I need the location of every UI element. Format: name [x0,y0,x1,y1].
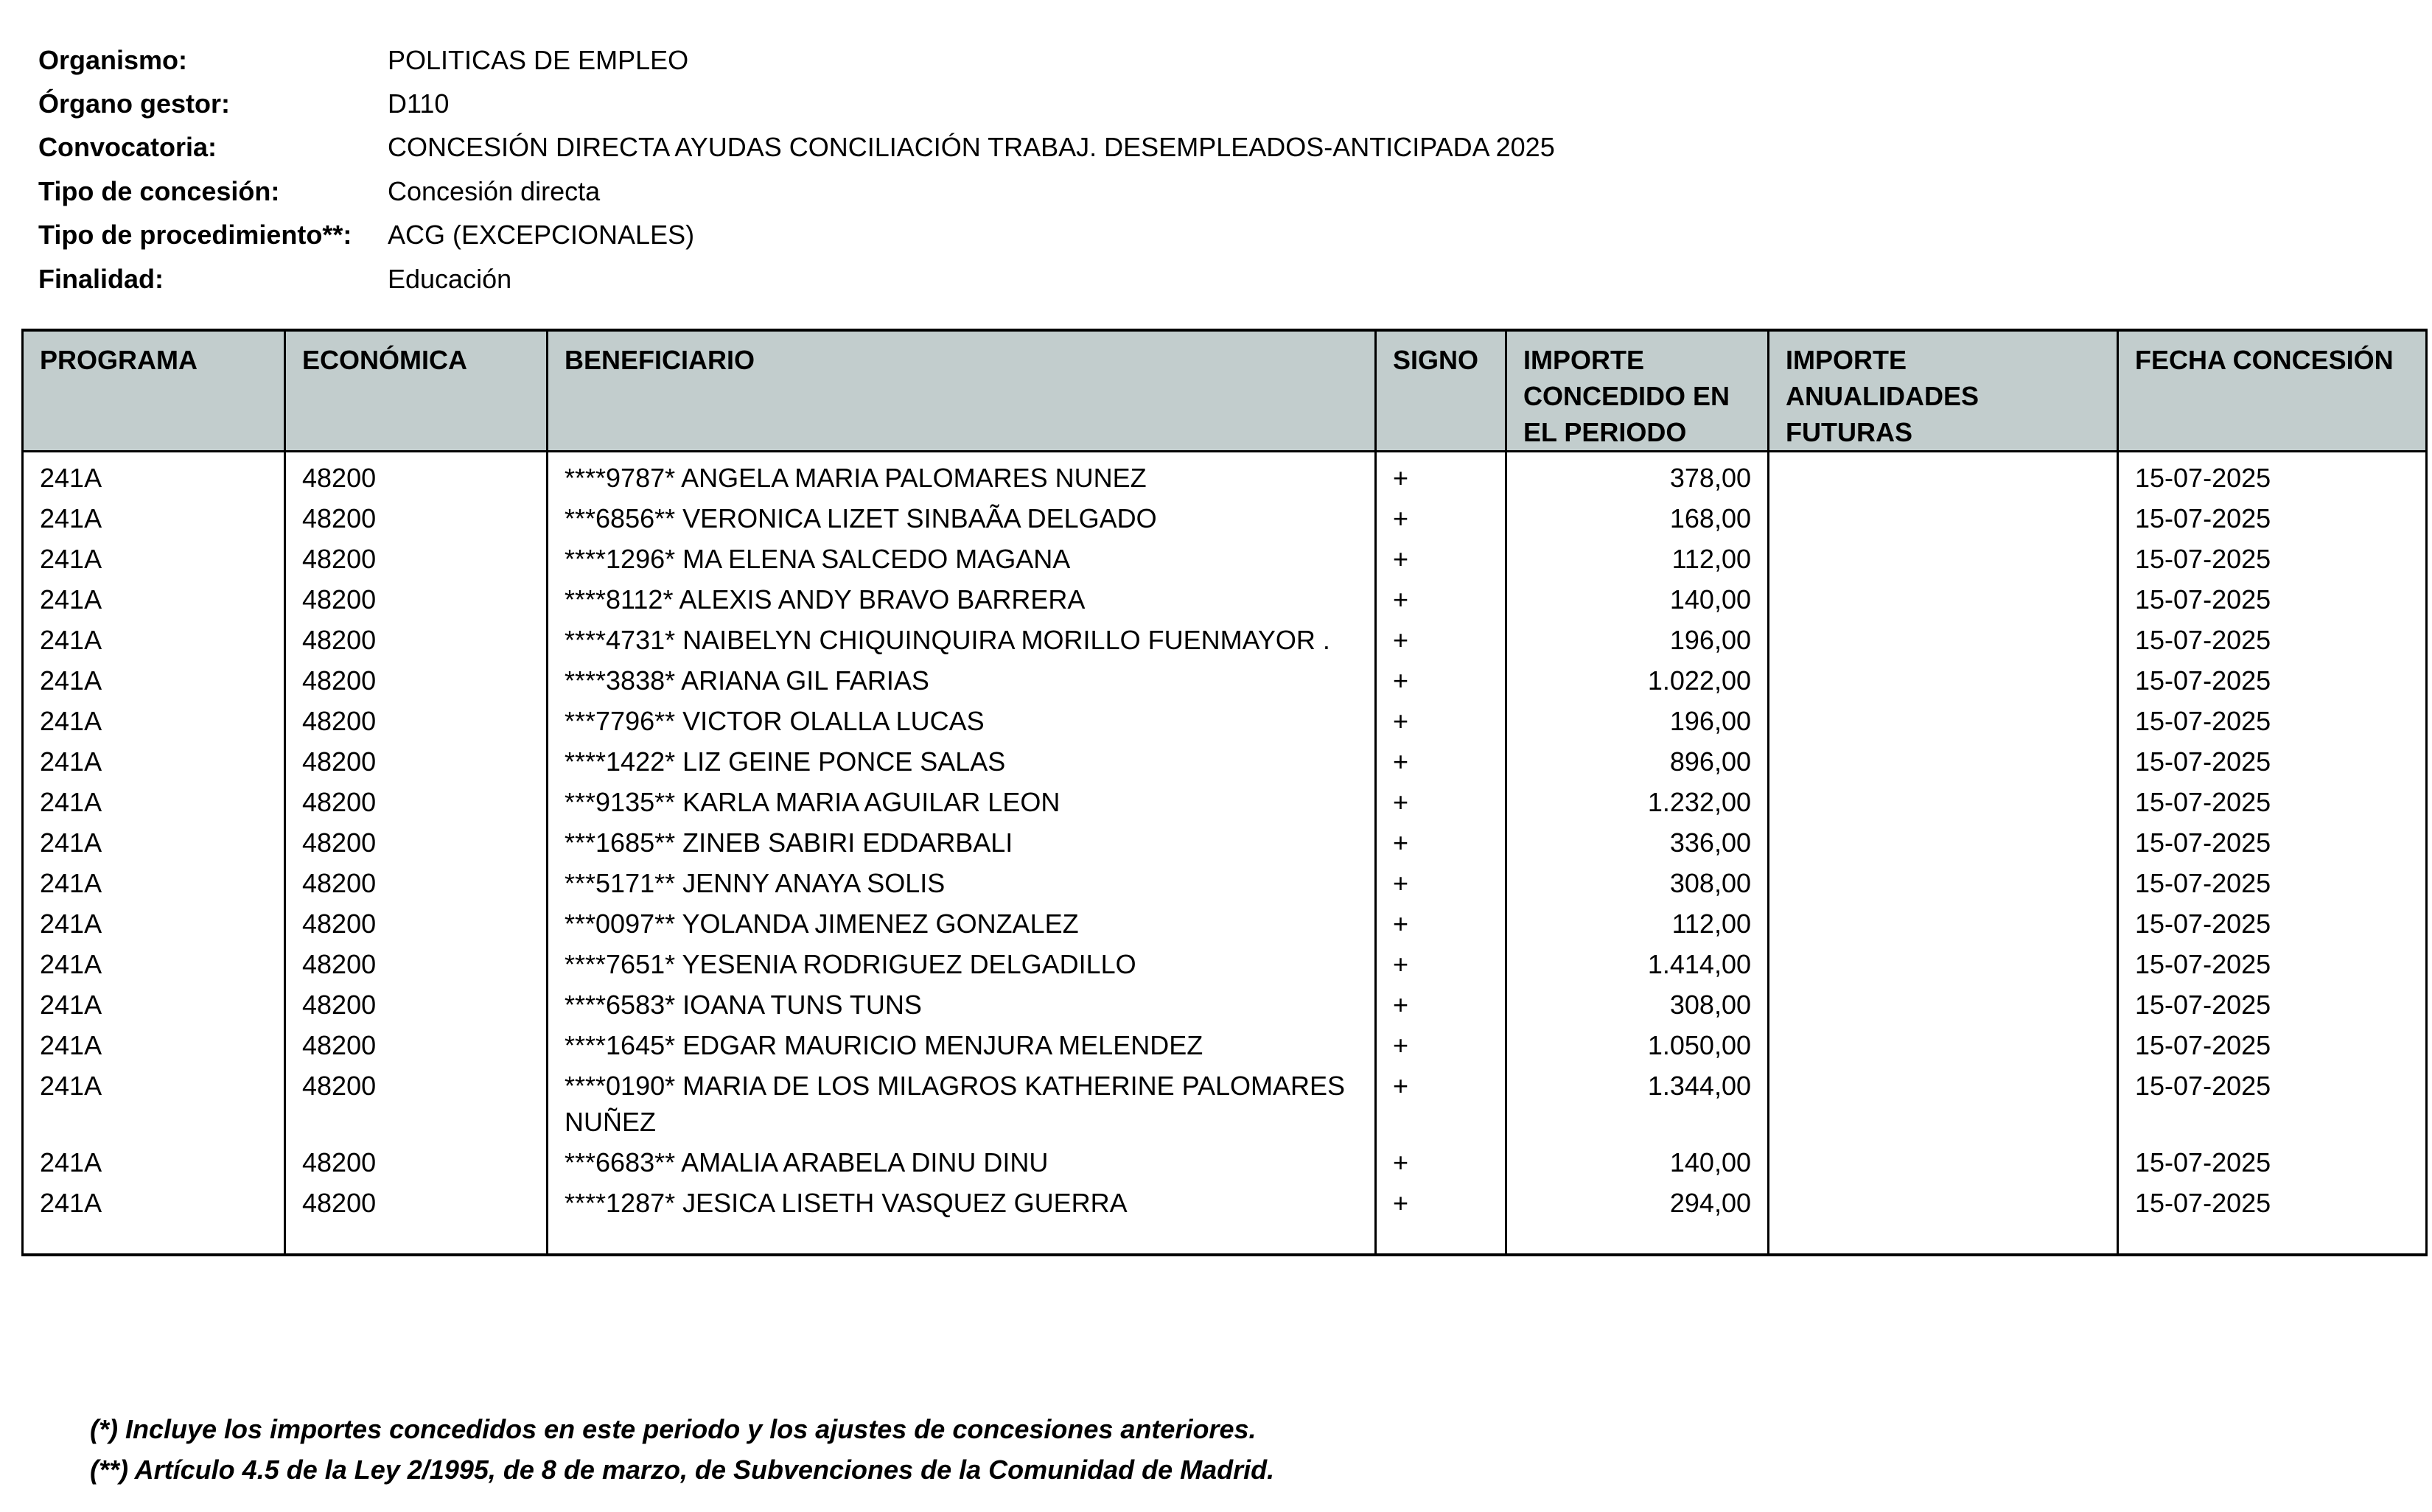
cell-importe: 1.050,00 [1506,1023,1769,1063]
cell-anualidades [1769,780,2118,820]
cell-economica: 48200 [285,901,548,942]
cell-beneficiario: ***6683** AMALIA ARABELA DINU DINU [548,1140,1376,1180]
table-row [23,739,2427,780]
footnote-articulo: (**) Artículo 4.5 de la Ley 2/1995, de 8 de marzo, de Subvenciones de la Comunidad de Madrid. [90,1455,1275,1485]
column-header-programa: PROGRAMA [23,330,285,452]
cell-fecha: 15-07-2025 [2118,452,2427,497]
table-row [23,1140,2427,1180]
cell-fecha: 15-07-2025 [2118,617,2427,658]
table-bottom-spacer [23,1221,2427,1255]
cell-economica: 48200 [285,1023,548,1063]
cell-fecha: 15-07-2025 [2118,1063,2427,1140]
cell-programa: 241A [23,699,285,739]
cell-signo: + [1376,1180,1506,1221]
table-row [23,658,2427,699]
cell-signo: + [1376,536,1506,577]
cell-beneficiario: ****0190* MARIA DE LOS MILAGROS KATHERINE PALOMARES NUÑEZ [548,1063,1376,1140]
table-row [23,699,2427,739]
header-row-organo-gestor [38,82,2323,125]
cell-anualidades [1769,577,2118,617]
cell-signo: + [1376,739,1506,780]
column-header-economica: ECONÓMICA [285,330,548,452]
cell-programa: 241A [23,820,285,861]
cell-fecha: 15-07-2025 [2118,780,2427,820]
table-header-row [23,330,2427,452]
cell-programa: 241A [23,1140,285,1180]
cell-economica: 48200 [285,982,548,1023]
cell-beneficiario: ***0097** YOLANDA JIMENEZ GONZALEZ [548,901,1376,942]
cell-economica: 48200 [285,699,548,739]
cell-fecha: 15-07-2025 [2118,496,2427,536]
column-header-fecha: FECHA CONCESIÓN [2118,330,2427,452]
header-label: Organismo: [38,44,188,75]
grants-table [21,329,2428,1256]
cell-beneficiario: ****9787* ANGELA MARIA PALOMARES NUNEZ [548,452,1376,497]
cell-beneficiario: ****6583* IOANA TUNS TUNS [548,982,1376,1023]
cell-signo: + [1376,942,1506,982]
cell-fecha: 15-07-2025 [2118,577,2427,617]
cell-anualidades [1769,942,2118,982]
header-row-organismo [38,38,2323,82]
cell-programa: 241A [23,496,285,536]
column-header-signo: SIGNO [1376,330,1506,452]
cell-economica: 48200 [285,617,548,658]
footnote-importes: (*) Incluye los importes concedidos en este periodo y los ajustes de concesiones anteriores. [90,1414,1257,1444]
cell-beneficiario: ****1296* MA ELENA SALCEDO MAGANA [548,536,1376,577]
table-row [23,780,2427,820]
cell-economica: 48200 [285,780,548,820]
cell-programa: 241A [23,780,285,820]
cell-signo: + [1376,1063,1506,1140]
cell-importe: 896,00 [1506,739,1769,780]
cell-signo: + [1376,982,1506,1023]
cell-fecha: 15-07-2025 [2118,982,2427,1023]
cell-programa: 241A [23,901,285,942]
cell-anualidades [1769,820,2118,861]
cell-importe: 308,00 [1506,982,1769,1023]
cell-importe: 378,00 [1506,452,1769,497]
document-header [38,38,2323,301]
cell-anualidades [1769,861,2118,901]
cell-beneficiario: ****8112* ALEXIS ANDY BRAVO BARRERA [548,577,1376,617]
header-row-convocatoria [38,126,2323,169]
header-label: Convocatoria: [38,132,217,163]
cell-importe: 1.022,00 [1506,658,1769,699]
header-value: Concesión directa [388,175,601,206]
cell-anualidades [1769,699,2118,739]
table-row [23,982,2427,1023]
column-header-anualidades [1769,330,2118,452]
cell-beneficiario: ***5171** JENNY ANAYA SOLIS [548,861,1376,901]
cell-beneficiario: ****3838* ARIANA GIL FARIAS [548,658,1376,699]
cell-importe: 1.414,00 [1506,942,1769,982]
cell-fecha: 15-07-2025 [2118,901,2427,942]
cell-programa: 241A [23,536,285,577]
cell-fecha: 15-07-2025 [2118,658,2427,699]
column-header-anualidades-line1: IMPORTE [1786,345,1907,375]
cell-anualidades [1769,658,2118,699]
header-value: ACG (EXCEPCIONALES) [388,220,695,251]
table-row [23,577,2427,617]
cell-importe: 196,00 [1506,617,1769,658]
cell-programa: 241A [23,658,285,699]
cell-anualidades [1769,452,2118,497]
cell-anualidades [1769,982,2118,1023]
column-header-importe-line1: IMPORTE [1523,345,1645,375]
column-header-importe-line3: EL PERIODO [1523,417,1687,447]
cell-importe: 336,00 [1506,820,1769,861]
cell-economica: 48200 [285,1180,548,1221]
cell-economica: 48200 [285,536,548,577]
column-header-beneficiario: BENEFICIARIO [548,330,1376,452]
cell-importe: 1.344,00 [1506,1063,1769,1140]
cell-programa: 241A [23,861,285,901]
cell-economica: 48200 [285,658,548,699]
cell-anualidades [1769,536,2118,577]
cell-anualidades [1769,1140,2118,1180]
table-row [23,536,2427,577]
cell-anualidades [1769,739,2118,780]
cell-signo: + [1376,1140,1506,1180]
cell-beneficiario: ***6856** VERONICA LIZET SINBAÃA DELGADO [548,496,1376,536]
cell-importe: 140,00 [1506,577,1769,617]
cell-signo: + [1376,699,1506,739]
cell-programa: 241A [23,1063,285,1140]
table-row [23,617,2427,658]
cell-fecha: 15-07-2025 [2118,942,2427,982]
cell-economica: 48200 [285,739,548,780]
cell-programa: 241A [23,739,285,780]
table-row [23,901,2427,942]
cell-importe: 112,00 [1506,901,1769,942]
cell-importe: 168,00 [1506,496,1769,536]
cell-importe: 196,00 [1506,699,1769,739]
cell-beneficiario: ****1422* LIZ GEINE PONCE SALAS [548,739,1376,780]
header-label: Tipo de procedimiento**: [38,220,352,251]
cell-anualidades [1769,1023,2118,1063]
cell-economica: 48200 [285,942,548,982]
cell-anualidades [1769,617,2118,658]
header-row-tipo-concesion [38,169,2323,213]
cell-signo: + [1376,617,1506,658]
cell-signo: + [1376,496,1506,536]
header-label: Tipo de concesión: [38,175,280,206]
cell-importe: 308,00 [1506,861,1769,901]
cell-beneficiario: ***9135** KARLA MARIA AGUILAR LEON [548,780,1376,820]
cell-anualidades [1769,1180,2118,1221]
cell-fecha: 15-07-2025 [2118,1023,2427,1063]
cell-beneficiario: ***1685** ZINEB SABIRI EDDARBALI [548,820,1376,861]
cell-fecha: 15-07-2025 [2118,1140,2427,1180]
cell-programa: 241A [23,577,285,617]
column-header-anualidades-line2: ANUALIDADES [1786,381,1980,411]
cell-importe: 1.232,00 [1506,780,1769,820]
cell-programa: 241A [23,982,285,1023]
column-header-anualidades-line3: FUTURAS [1786,417,1912,447]
cell-economica: 48200 [285,577,548,617]
header-row-finalidad [38,257,2323,301]
cell-signo: + [1376,452,1506,497]
cell-anualidades [1769,1063,2118,1140]
header-label: Finalidad: [38,263,164,294]
cell-beneficiario: ****1645* EDGAR MAURICIO MENJURA MELENDEZ [548,1023,1376,1063]
cell-economica: 48200 [285,496,548,536]
cell-fecha: 15-07-2025 [2118,536,2427,577]
header-row-tipo-procedimiento [38,214,2323,257]
cell-beneficiario: ****1287* JESICA LISETH VASQUEZ GUERRA [548,1180,1376,1221]
cell-programa: 241A [23,452,285,497]
cell-anualidades [1769,901,2118,942]
header-value: D110 [388,88,450,119]
table-row [23,452,2427,497]
table-row [23,820,2427,861]
cell-signo: + [1376,820,1506,861]
header-value: POLITICAS DE EMPLEO [388,44,689,75]
cell-fecha: 15-07-2025 [2118,699,2427,739]
cell-fecha: 15-07-2025 [2118,861,2427,901]
table-row [23,496,2427,536]
cell-economica: 48200 [285,1063,548,1140]
table-row [23,942,2427,982]
cell-programa: 241A [23,942,285,982]
cell-signo: + [1376,901,1506,942]
cell-programa: 241A [23,617,285,658]
cell-signo: + [1376,1023,1506,1063]
cell-signo: + [1376,780,1506,820]
table-row [23,1063,2427,1140]
cell-beneficiario: ****7651* YESENIA RODRIGUEZ DELGADILLO [548,942,1376,982]
cell-programa: 241A [23,1023,285,1063]
cell-economica: 48200 [285,452,548,497]
table-row [23,1023,2427,1063]
cell-signo: + [1376,577,1506,617]
header-value: CONCESIÓN DIRECTA AYUDAS CONCILIACIÓN TRABAJ. DESEMPLEADOS-ANTICIPADA 2025 [388,132,1555,163]
cell-fecha: 15-07-2025 [2118,1180,2427,1221]
cell-fecha: 15-07-2025 [2118,739,2427,780]
cell-importe: 140,00 [1506,1140,1769,1180]
header-value: Educación [388,263,512,294]
cell-anualidades [1769,496,2118,536]
cell-beneficiario: ***7796** VICTOR OLALLA LUCAS [548,699,1376,739]
column-header-importe-line2: CONCEDIDO EN [1523,381,1730,411]
cell-economica: 48200 [285,1140,548,1180]
cell-economica: 48200 [285,861,548,901]
cell-beneficiario: ****4731* NAIBELYN CHIQUINQUIRA MORILLO FUENMAYOR . [548,617,1376,658]
cell-signo: + [1376,861,1506,901]
cell-programa: 241A [23,1180,285,1221]
header-label: Órgano gestor: [38,88,231,119]
footnotes [90,1409,1274,1490]
column-header-importe [1506,330,1769,452]
table-row [23,1180,2427,1221]
table-row [23,861,2427,901]
cell-economica: 48200 [285,820,548,861]
cell-fecha: 15-07-2025 [2118,820,2427,861]
cell-importe: 112,00 [1506,536,1769,577]
cell-importe: 294,00 [1506,1180,1769,1221]
cell-signo: + [1376,658,1506,699]
